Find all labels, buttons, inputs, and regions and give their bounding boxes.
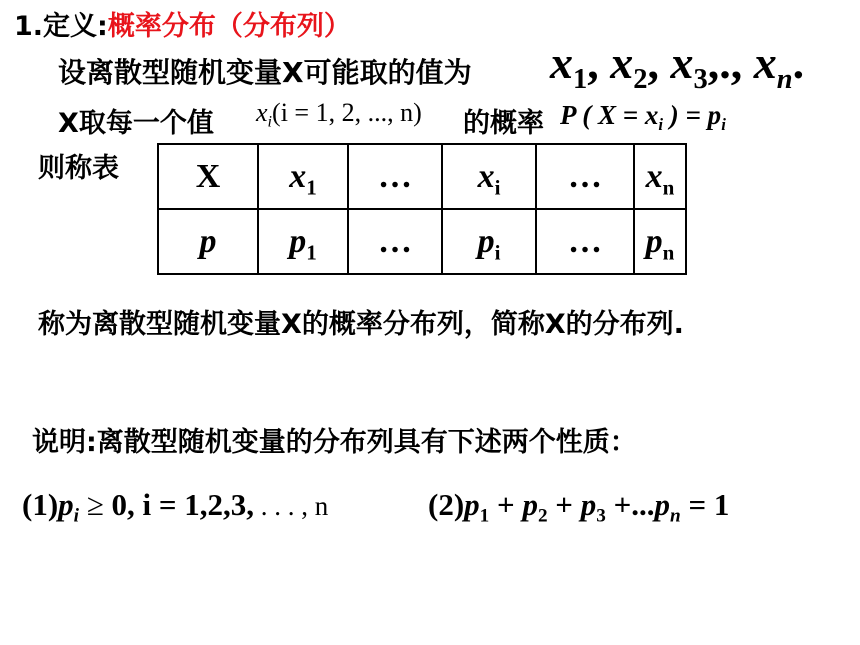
value-index-math [256, 98, 422, 131]
cell-dots-1: … [348, 144, 442, 209]
table-label: 则称表 [38, 153, 119, 184]
cell-p1: $p_1$ [258, 209, 348, 274]
property-1-label: (1) [22, 487, 59, 522]
definition-line-2 [58, 101, 214, 140]
index-range: (i = 1, 2, ..., n) [272, 98, 422, 127]
pn-var: p [654, 487, 670, 522]
line2-text-after: 的概率 [463, 108, 544, 139]
cell-pn: $p_n$ [634, 209, 686, 274]
line1-text: 设离散型随机变量X可能取的值为 [58, 56, 472, 89]
prob-rhs: ) = p [663, 100, 722, 130]
property-1-tail: . . . , n [254, 491, 329, 521]
p1-var: p [464, 487, 480, 522]
pn-sub: n [670, 505, 681, 527]
definition-line-1 [58, 51, 472, 91]
x3-sub: 3 [693, 63, 708, 95]
cell-dots-2: … [536, 144, 634, 209]
p2-var: p [522, 487, 538, 522]
cell-pi: $p_i$ [442, 209, 536, 274]
property-1-sub: i [73, 505, 79, 527]
x2-var: x [610, 37, 634, 88]
p2-sub: 2 [537, 505, 548, 527]
xn-var: x [753, 37, 777, 88]
cell-header-x: X [158, 144, 258, 209]
cell-x1: $x_1$ [258, 144, 348, 209]
line2-text-after-wrap [463, 101, 544, 140]
p3-var: p [580, 487, 597, 522]
cell-dots-3: … [348, 209, 442, 274]
heading-prefix: 1.定义: [14, 11, 108, 42]
property-2 [428, 487, 730, 527]
cell-header-p: p [158, 209, 258, 274]
x3-var: x [670, 37, 694, 88]
property-2-label: (2) [428, 487, 465, 522]
cell-xi: $x_i$ [442, 144, 536, 209]
plus-ellipsis: +... [605, 487, 655, 522]
cell-dots-4: … [536, 209, 634, 274]
xn-sub: n [776, 63, 793, 95]
probability-equation [560, 100, 726, 134]
property-1 [22, 487, 329, 527]
xi-sub: i [267, 113, 273, 131]
p3-sub: 3 [596, 505, 606, 527]
property-1-p: p [58, 487, 74, 522]
conclusion-text: 称为离散型随机变量X的概率分布列，简称X的分布列. [38, 309, 684, 340]
x1-var: x [550, 37, 573, 88]
line2-text-before: X取每一个值 [58, 108, 214, 139]
xi-var: x [256, 98, 268, 127]
x1-sub: 1 [573, 63, 588, 95]
table-row-values [158, 144, 686, 209]
definition-heading [14, 4, 351, 43]
p1-sub: 1 [479, 505, 490, 527]
heading-highlight: 概率分布（分布列） [107, 11, 351, 42]
equals-one: = 1 [680, 487, 730, 522]
values-end: . [792, 37, 805, 88]
note-text: 说明:离散型随机变量的分布列具有下述两个性质： [32, 427, 637, 458]
prob-lhs-sub: i [658, 114, 664, 134]
values-list-math: $x_1$, $x_2$, $x_3$,., $x_n$. [550, 37, 805, 95]
x2-sub: 2 [633, 63, 648, 95]
property-1-rest: 0, i = 1,2,3, [111, 487, 255, 522]
plus-1: + [489, 487, 523, 522]
prob-rhs-sub: i [721, 114, 726, 134]
cell-xn: $x_n$ [634, 144, 686, 209]
plus-2: + [547, 487, 581, 522]
prob-lhs: P ( X = x [560, 100, 659, 130]
table-row-probabilities [158, 209, 686, 274]
values-dots: ,., [707, 37, 743, 88]
property-1-relation: ≥ [86, 487, 104, 522]
distribution-table [157, 143, 687, 275]
